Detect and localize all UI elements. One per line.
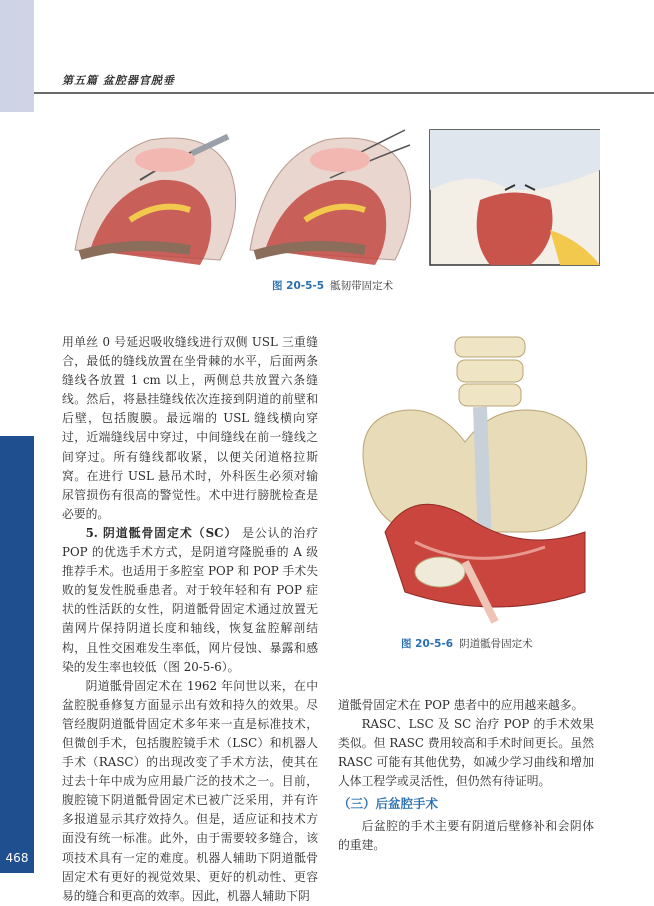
left-column-text [62,333,318,906]
section-heading-posterior: （三）后盆腔手术 [338,796,439,811]
figure-sacrocolpopexy-pelvis [345,332,605,627]
paragraph-sc-history: 阴道骶骨固定术在 1962 年问世以来，在中盆腔脱垂修复方面显示出有效和持久的效果。尽管经腹阴道骶骨固定术多年来一直是标准技术，但微创手术，包括腹腔镜手术（LSC）和机器人手术（RASC）的出现改变了手术方法，使其在过去十年中成为应用最广泛的技术之一。目前，腹腔镜下阴道骶骨固定术已被广泛采用，并有许多报道显示其疗效持久。但是，适应证和技术方面没有统一标准。此外，由于需要较多缝合，该项技术具有一定的难度。机器人辅助下阴道骶骨固定术有更好的视觉效果、更好的机动性、更容易的缝合和更高的效率。因此，机器人辅助下阴 [62,678,318,903]
sc-text: 是公认的治疗 POP 的优选手术方式，是阴道穹隆脱垂的 A 级推荐手术。也适用于多腔室 POP 和 POP 手术失败的复发性脱垂患者。对于较年轻和有 POP 症状的性活跃的女性，阴道骶骨固定术通过放置无菌网片保持阴道长度和轴线，恢复盆腔解剖结构，且性交困难发生率低，网片侵蚀、暴露和感染的发生率也较低（图 20-5-6）。 [62,525,318,674]
figure-uterosacral-panels [70,100,600,268]
figure-number: 图 20-5-5 [272,280,325,292]
sidebar-top-band [0,0,34,112]
panel-1-illustration [75,134,236,265]
panel-2-illustration [250,130,411,265]
page-number: 468 [5,851,29,865]
figure-title: 骶韧带固定术 [330,280,394,292]
sc-label: 5. 阴道骶骨固定术（SC） [85,525,238,540]
paragraph-sc [62,524,318,677]
paragraph-rasc-comparison: RASC、LSC 及 SC 治疗 POP 的手术效果类似。但 RASC 费用较高和手术时间更长。虽然 RASC 可能有其他优势，如减少学习曲线和增加人体工程学或灵活性，但仍然有待证明。 [338,717,594,789]
paragraph-continued: 道骶骨固定术在 POP 患者中的应用越来越多。 [338,698,584,712]
figure-title: 阴道骶骨固定术 [459,638,533,650]
figure-caption-20-5-5 [272,278,393,293]
panel-3-illustration [430,130,600,265]
part-header: 第五篇 盆腔器官脱垂 [62,74,175,87]
header-rule [34,92,654,94]
sidebar-bottom-band [0,436,34,873]
right-column-text [338,696,594,791]
paragraph-posterior: 后盆腔的手术主要有阴道后壁修补和会阴体的重建。 [338,819,594,853]
figure-number: 图 20-5-6 [401,638,454,650]
paragraph-usl-suture: 用单丝 0 号延迟吸收缝线进行双侧 USL 三重缝合，最低的缝线放置在坐骨棘的水平，后面两条缝线各放置 1 cm 以上，两侧总共放置六条缝线。然后，将悬挂缝线依次连接到阴道的前壁和后壁，包括腹膜。最远端的 USL 缝线横向穿过，近端缝线居中穿过，中间缝线在前一缝线之间穿过。所有缝线都收紧，以便关闭道格拉斯窝。在进行 USL 悬吊术时，外科医生必须对输尿管损伤有很高的警觉性。术中进行膀胱检查是必要的。 [62,335,318,521]
figure-caption-20-5-6 [401,636,533,651]
section-posterior-text [338,817,594,855]
